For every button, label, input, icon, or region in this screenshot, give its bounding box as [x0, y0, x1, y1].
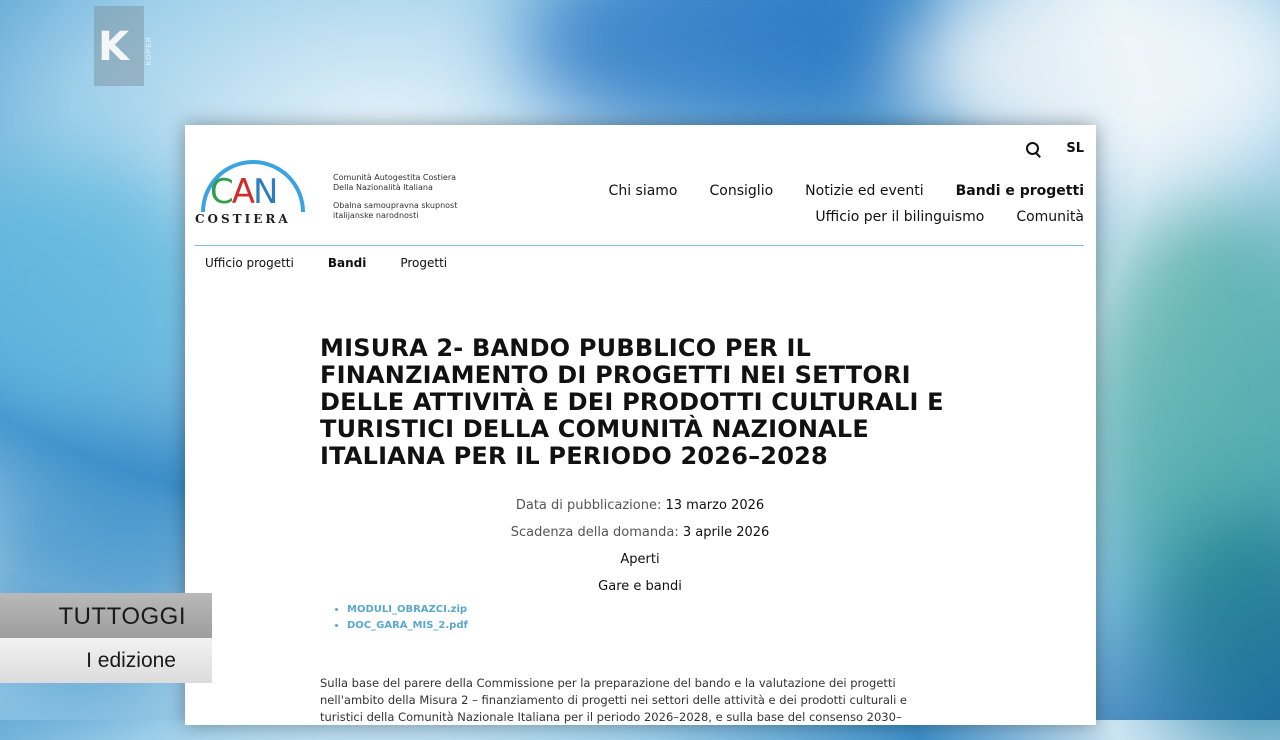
- background-blur: [520, 0, 940, 140]
- logo-letter-a: A: [231, 172, 254, 212]
- logo-wordmark: COSTIERA: [195, 212, 291, 226]
- announcement-meta: [420, 498, 860, 606]
- logo-letter-n: N: [253, 172, 277, 212]
- body-text: [320, 675, 930, 726]
- attachments-list: [335, 604, 468, 636]
- organization-name: [333, 173, 493, 221]
- body-line: Sulla base del parere della Commissione per la preparazione del bando e la valutazione dei progetti: [320, 676, 896, 690]
- logo-letters: [210, 172, 276, 212]
- nav-notizie-ed-eventi[interactable]: Notizie ed eventi: [805, 183, 924, 199]
- channel-logo: [94, 6, 166, 86]
- attachment-link[interactable]: • MODULI_OBRAZCI.zip: [347, 604, 468, 615]
- channel-logo-side-text: KOPER: [146, 36, 153, 66]
- publication-date-label: Data di pubblicazione:: [515, 498, 662, 513]
- publication-date-value: 13 marzo 2026: [665, 498, 765, 513]
- body-line: nell'ambito della Misura 2 – finanziamento di progetti nei settori delle attività e dei prodotti culturali e: [320, 693, 908, 707]
- subnav-bandi[interactable]: Bandi: [327, 256, 367, 270]
- main-nav: [609, 183, 1084, 235]
- org-name-it-2: Della Nazionalità Italiana: [333, 183, 433, 192]
- subnav-progetti[interactable]: Progetti: [400, 256, 448, 270]
- show-name: TUTTOGGI: [0, 593, 212, 638]
- nav-ufficio-bilinguismo[interactable]: Ufficio per il bilinguismo: [815, 209, 985, 225]
- search-icon[interactable]: [1026, 142, 1040, 156]
- top-actions: [1026, 141, 1084, 156]
- language-switch[interactable]: SL: [1066, 141, 1084, 156]
- edition-label: I edizione: [0, 638, 212, 683]
- subnav-ufficio-progetti[interactable]: Ufficio progetti: [205, 256, 294, 270]
- lower-third: [0, 593, 212, 685]
- nav-chi-siamo[interactable]: Chi siamo: [608, 183, 678, 199]
- attachment-link[interactable]: • DOC_GARA_MIS_2.pdf: [347, 620, 468, 631]
- org-name-it-1: Comunità Autogestita Costiera: [333, 173, 457, 182]
- org-name-sl-2: italijanske narodnosti: [333, 211, 419, 220]
- status-badge: Aperti: [620, 552, 660, 567]
- org-name-sl-1: Obalna samoupravna skupnost: [333, 201, 458, 210]
- category-label[interactable]: Gare e bandi: [598, 579, 682, 594]
- nav-comunita[interactable]: Comunità: [1016, 209, 1084, 225]
- deadline-label: Scadenza della domanda:: [510, 525, 679, 540]
- page-title: MISURA 2- BANDO PUBBLICO PER IL FINANZIAMENTO DI PROGETTI NEI SETTORI DELLE ATTIVITÀ E DEI PRODOTTI CULTURALI E TURISTICI DELLA COMUNITÀ NAZIONALE ITALIANA PER IL PERIODO 2026–2028: [320, 334, 944, 470]
- deadline-value: 3 aprile 2026: [682, 525, 770, 540]
- nav-consiglio[interactable]: Consiglio: [709, 183, 774, 199]
- channel-logo-mark: K: [98, 24, 121, 70]
- logo-letter-c: C: [210, 172, 232, 212]
- webpage: [185, 125, 1096, 725]
- body-line: turistici della Comunità Nazionale Italiana per il periodo 2026–2028, e sulla base del consenso 2030–: [320, 710, 902, 724]
- sub-nav: [205, 256, 447, 270]
- header-divider: [195, 245, 1084, 246]
- nav-bandi-e-progetti[interactable]: Bandi e progetti: [955, 183, 1084, 199]
- site-logo[interactable]: [195, 160, 315, 230]
